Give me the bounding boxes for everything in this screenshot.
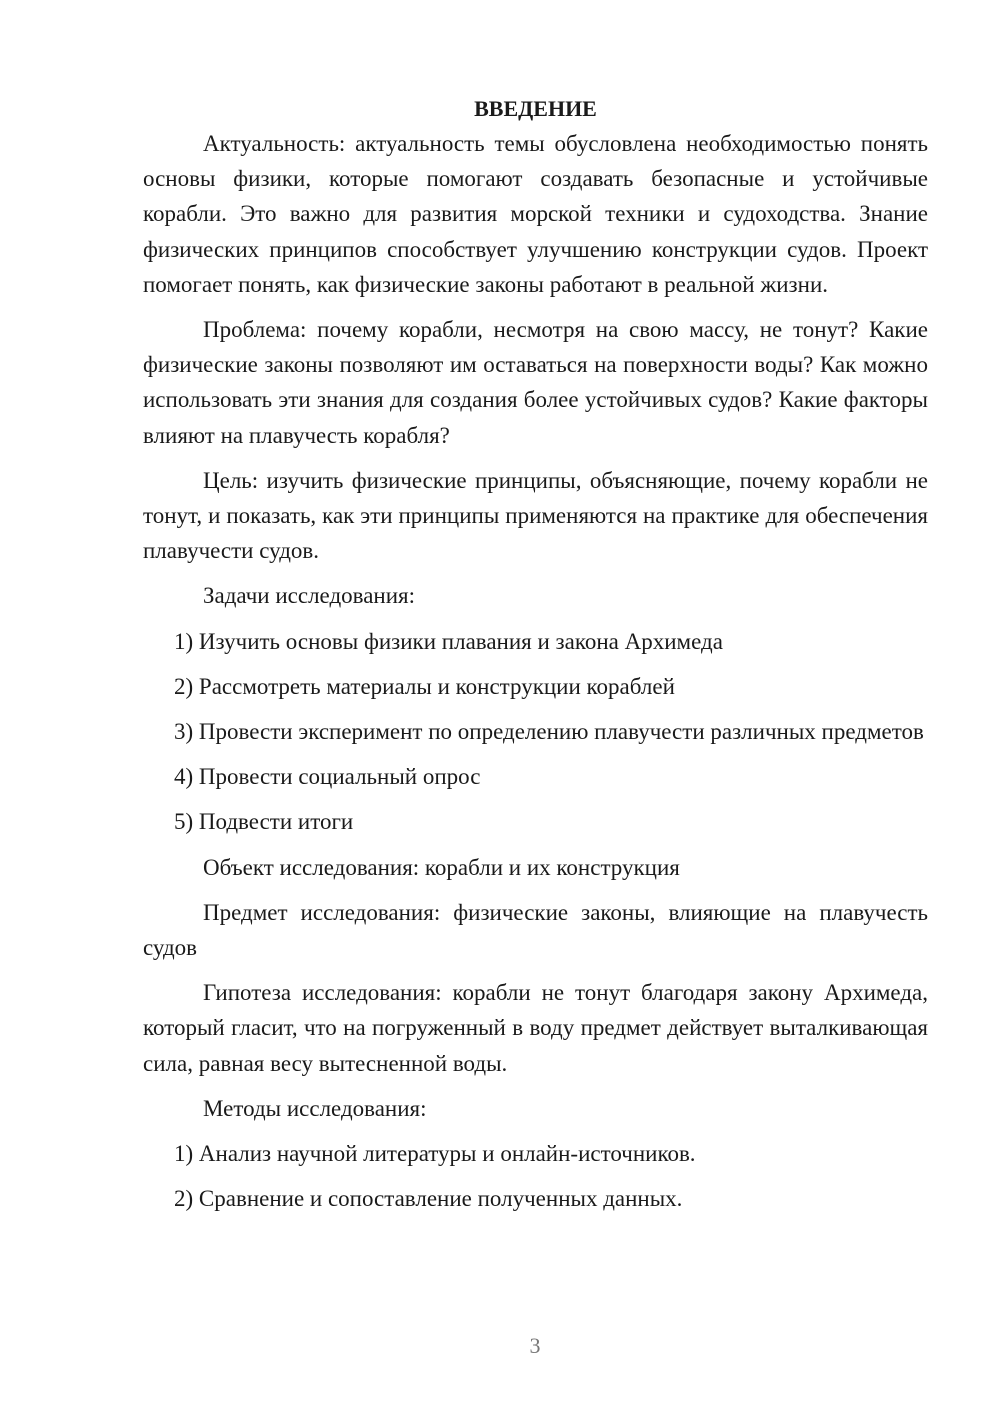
task-item-2: 2) Рассмотреть материалы и конструкции кораблей xyxy=(174,673,675,699)
document-page xyxy=(143,92,928,1226)
problem-paragraph: Проблема: почему корабли, несмотря на свою массу, не тонут? Какие физические законы позволяют им оставаться на поверхности воды? Как можно использовать эти знания для создания более устойчивых судов? Какие факторы влияют на плавучесть корабля? xyxy=(143,317,928,448)
hypothesis-paragraph: Гипотеза исследования: корабли не тонут благодаря закону Архимеда, который гласит, что на погруженный в воду предмет действует выталкивающая сила, равная весу вытесненной воды. xyxy=(143,980,928,1076)
subject-paragraph: Предмет исследования: физические законы, влияющие на плавучесть судов xyxy=(143,899,928,961)
method-item-2: 2) Сравнение и сопоставление полученных данных. xyxy=(174,1186,683,1212)
tasks-title: Задачи исследования: xyxy=(203,583,416,609)
method-item-1: 1) Анализ научной литературы и онлайн-источников. xyxy=(174,1141,696,1167)
object-paragraph: Объект исследования: корабли и их конструкция xyxy=(203,854,680,880)
task-item-1: 1) Изучить основы физики плавания и закона Архимеда xyxy=(174,628,723,654)
methods-title: Методы исследования: xyxy=(203,1095,427,1121)
task-item-5: 5) Подвести итоги xyxy=(174,809,354,835)
task-item-3: 3) Провести эксперимент по определению плавучести различных предметов xyxy=(174,719,924,745)
goal-paragraph: Цель: изучить физические принципы, объясняющие, почему корабли не тонут, и показать, как эти принципы применяются на практике для обеспечения плавучести судов. xyxy=(143,467,928,564)
task-item-4: 4) Провести социальный опрос xyxy=(174,764,481,790)
page-number: 3 xyxy=(529,1333,541,1358)
section-heading: ВВЕДЕНИЕ xyxy=(474,96,597,121)
relevance-paragraph: Актуальность: актуальность темы обусловлена необходимостью понять основы физики, которые помогают создавать безопасные и устойчивые корабли. Это важно для развития морской техники и судоходства. Знание физических принципов способствует улучшению конструкции судов. Проект помогает понять, как физические законы работают в реальной жизни. xyxy=(143,131,928,297)
